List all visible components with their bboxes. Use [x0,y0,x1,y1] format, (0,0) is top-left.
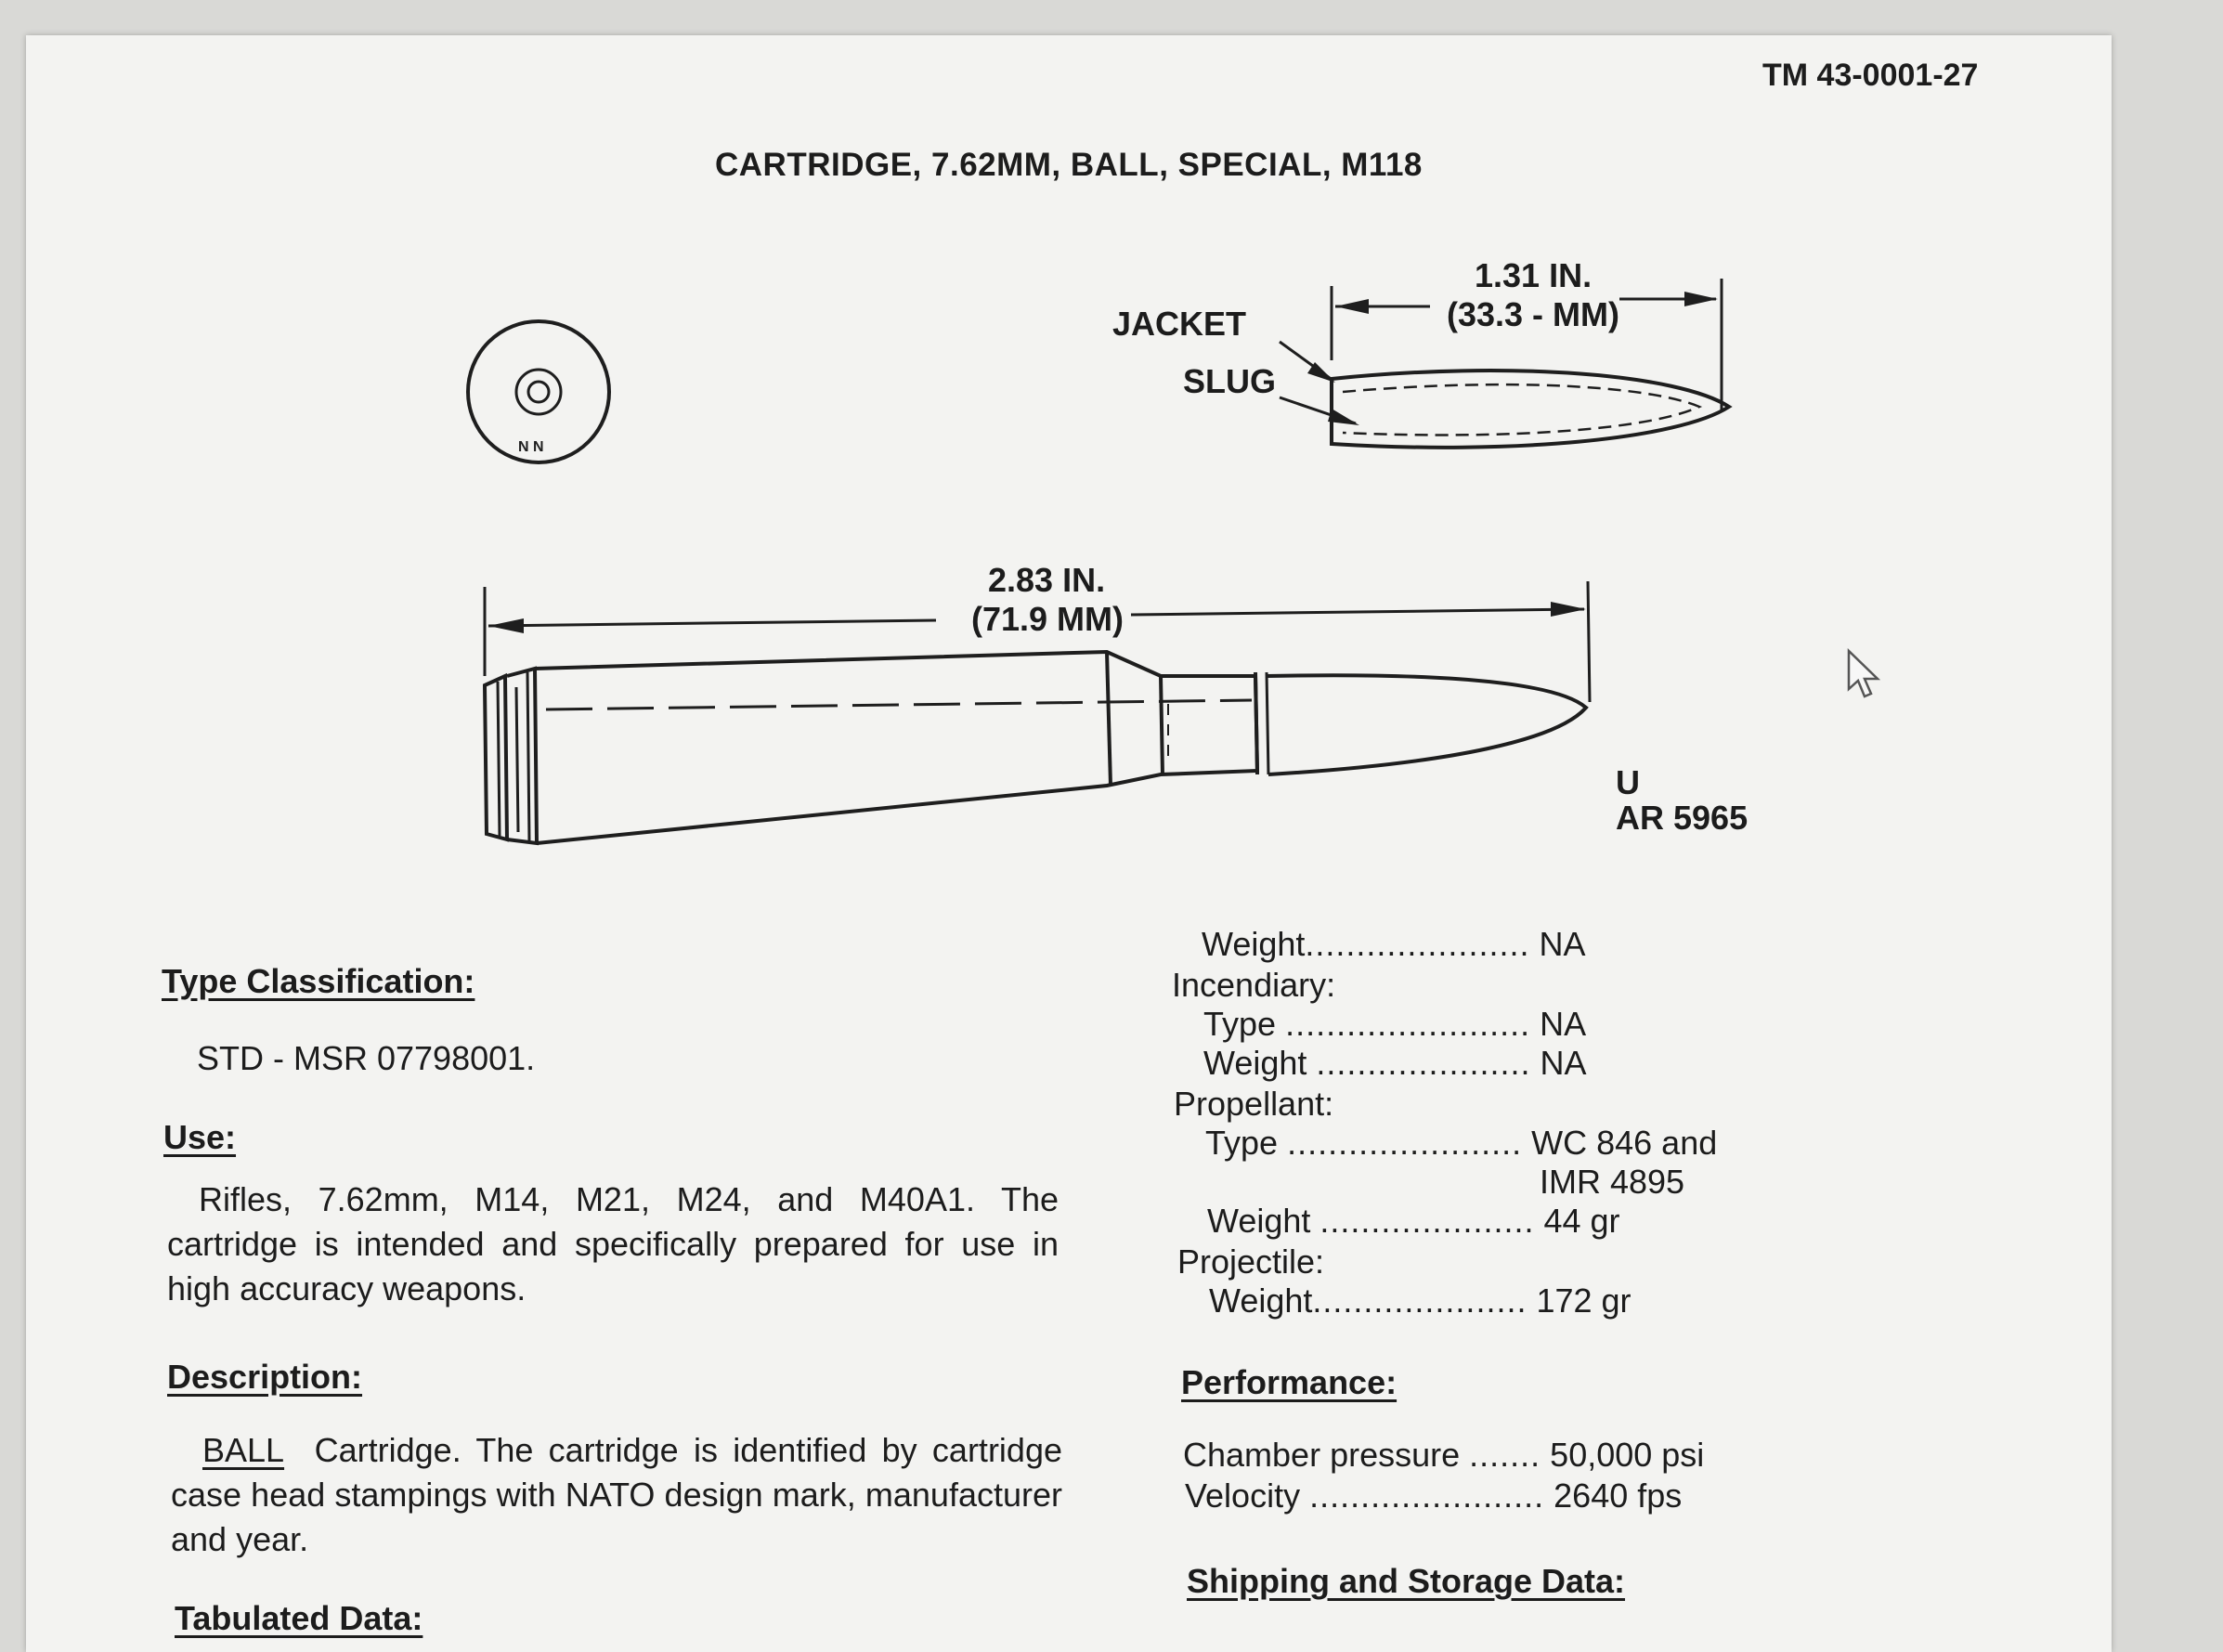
description-body: Cartridge. The cartridge is identified by cartridge case head stampings with NATO design mark, manufacturer and year. [171,1431,1062,1558]
mouse-pointer-icon [1846,648,1883,700]
bullet-length-inches: 1.31 IN. [1475,256,1592,294]
propellant-type-row: Type ....................... WC 846 and [1205,1124,1718,1162]
drawing-code-u: U [1616,763,1640,801]
document-page [26,35,2112,1652]
jacket-slug-leaders [1280,342,1359,425]
type-classification-text: STD - MSR 07798001. [197,1039,536,1077]
jacket-label: JACKET [1112,305,1247,343]
type-classification-heading: Type Classification: [162,962,475,1000]
velocity-row: Velocity ....................... 2640 fps [1185,1476,1683,1515]
headstamp-view [468,321,609,462]
svg-text:N N: N N [518,439,544,455]
drawing-code-ar: AR 5965 [1616,799,1748,837]
cartridge-length-mm: (71.9 MM) [971,600,1124,638]
projectile-weight-row: Weight..................... 172 gr [1209,1281,1632,1320]
cartridge-drawing [485,652,1586,843]
cartridge-length-inches: 2.83 IN. [988,561,1106,599]
propellant-heading: Propellant: [1174,1085,1334,1123]
use-text: Rifles, 7.62mm, M14, M21, M24, and M40A1. The cartridge is intended and specifically prepared for use in high accuracy weapons. [167,1180,1059,1307]
page-title: CARTRIDGE, 7.62MM, BALL, SPECIAL, M118 [715,147,1423,183]
description-heading: Description: [167,1358,363,1396]
propellant-type-value-2: IMR 4895 [1540,1163,1685,1201]
use-heading: Use: [163,1118,237,1156]
cartridge-diagram [26,35,2112,964]
shipping-storage-heading: Shipping and Storage Data: [1187,1562,1626,1600]
weight-row: Weight...................... NA [1202,925,1586,963]
tabulated-data-heading: Tabulated Data: [175,1599,423,1637]
incendiary-weight-row: Weight ..................... NA [1203,1044,1587,1082]
description-text [171,1428,1062,1562]
bullet-length-mm: (33.3 - MM) [1447,295,1620,333]
incendiary-heading: Incendiary: [1172,966,1336,1004]
slug-label: SLUG [1183,362,1277,400]
performance-heading: Performance: [1181,1363,1398,1401]
bullet-drawing [1332,371,1729,448]
ball-term: BALL [202,1431,285,1469]
document-number: TM 43-0001-27 [1762,58,1979,93]
incendiary-type-row: Type ........................ NA [1203,1005,1587,1043]
propellant-weight-row: Weight ..................... 44 gr [1207,1202,1620,1240]
projectile-heading: Projectile: [1177,1242,1325,1281]
chamber-pressure-row: Chamber pressure ....... 50,000 psi [1183,1436,1705,1474]
